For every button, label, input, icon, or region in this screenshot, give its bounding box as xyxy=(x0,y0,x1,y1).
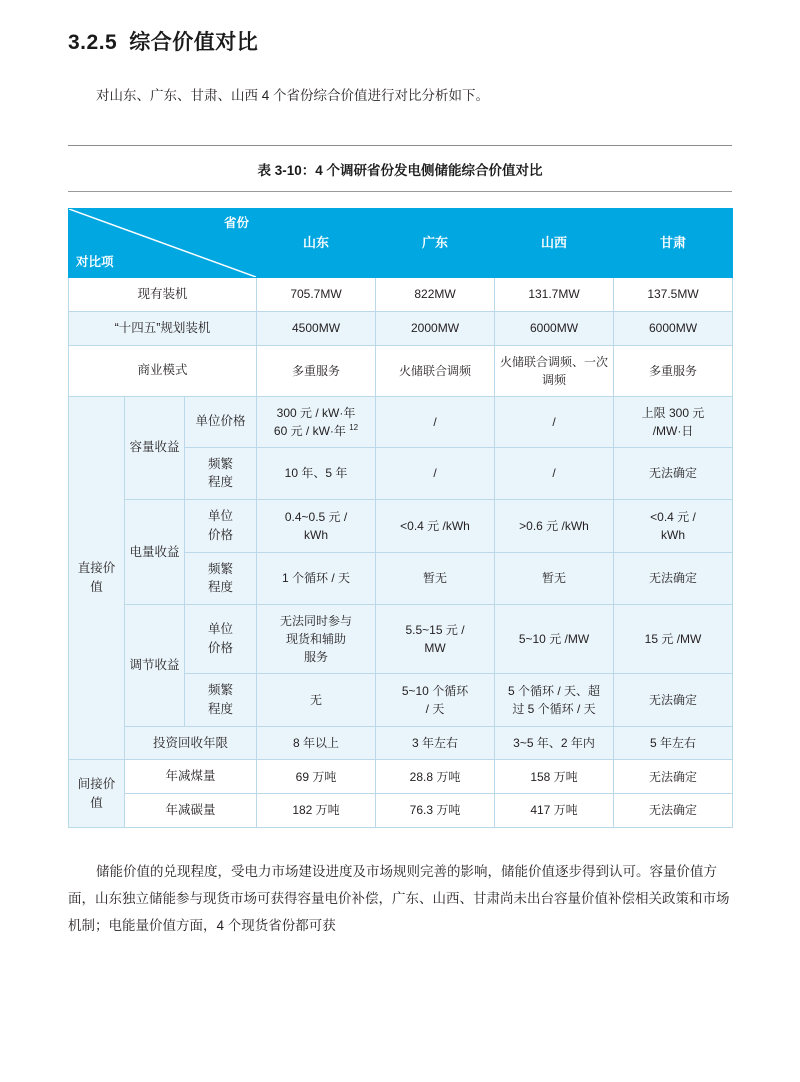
column-header-shanxi: 山西 xyxy=(495,209,614,278)
cell-model-shanxi: 火储联合调频、一次调频 xyxy=(495,345,614,396)
cell-coal-guangdong: 28.8 万吨 xyxy=(376,760,495,794)
page-title xyxy=(68,0,732,56)
intro-paragraph: 对山东、广东、甘肃、山西 4 个省份综合价值进行对比分析如下。 xyxy=(96,88,490,103)
cell-carbon-shandong: 182 万吨 xyxy=(257,794,376,828)
table-header-row xyxy=(69,209,733,278)
group-label-indirect-value: 间接价值 xyxy=(69,760,125,828)
cell-regulation-freq-guangdong: 5~10 个循环 / 天 xyxy=(376,674,495,727)
column-header-guangdong: 广东 xyxy=(376,209,495,278)
row-label-payback-period: 投资回收年限 xyxy=(125,726,257,760)
corner-label-province: 省份 xyxy=(224,216,250,230)
cell-regulation-freq-shandong: 无 xyxy=(257,674,376,727)
table-row xyxy=(69,311,733,345)
table-row xyxy=(69,794,733,828)
cell-planned-shanxi: 6000MW xyxy=(495,311,614,345)
cell-capacity-price-shanxi: / xyxy=(495,396,614,447)
cell-energy-freq-shanxi: 暂无 xyxy=(495,552,614,605)
metric-label-unit-price-energy: 单位 价格 xyxy=(185,500,257,553)
cell-existing-shandong: 705.7MW xyxy=(257,278,376,312)
metric-label-frequency-energy: 频繁 程度 xyxy=(185,552,257,605)
row-label-carbon-reduction: 年减碳量 xyxy=(125,794,257,828)
table-block xyxy=(68,145,732,828)
cell-energy-price-guangdong: <0.4 元 /kWh xyxy=(376,500,495,553)
subgroup-label-capacity-revenue: 容量收益 xyxy=(125,396,185,500)
cell-capacity-freq-shanxi: / xyxy=(495,447,614,500)
closing-paragraph: 储能价值的兑现程度，受电力市场建设进度及市场规则完善的影响，储能价值逐步得到认可。容量价值方面，山东独立储能参与现货市场可获得容量电价补偿，广东、山西、甘肃尚未出台容量价值补偿相关政策和市场机制；电能量价值方面，4 个现货省份都可获 xyxy=(68,863,730,933)
metric-label-unit-price-regulation: 单位 价格 xyxy=(185,605,257,674)
cell-capacity-price-shandong: 300 元 / kW·年 60 元 / kW·年 $^{12}$ xyxy=(257,396,376,447)
cell-payback-shanxi: 3~5 年、2 年内 xyxy=(495,726,614,760)
row-label-existing-capacity: 现有装机 xyxy=(69,278,257,312)
cell-coal-gansu: 无法确定 xyxy=(614,760,733,794)
section-title-text: 综合价值对比 xyxy=(129,31,259,54)
cell-carbon-guangdong: 76.3 万吨 xyxy=(376,794,495,828)
cell-energy-price-shanxi: >0.6 元 /kWh xyxy=(495,500,614,553)
table-row xyxy=(69,760,733,794)
subgroup-label-energy-revenue: 电量收益 xyxy=(125,500,185,605)
table-row xyxy=(69,345,733,396)
cell-regulation-price-guangdong: 5.5~15 元 / MW xyxy=(376,605,495,674)
metric-label-frequency-regulation: 频繁 程度 xyxy=(185,674,257,727)
cell-capacity-price-guangdong: / xyxy=(376,396,495,447)
comparison-table xyxy=(68,208,733,828)
cell-existing-guangdong: 822MW xyxy=(376,278,495,312)
cell-coal-shanxi: 158 万吨 xyxy=(495,760,614,794)
caption-rule-bottom xyxy=(68,191,732,192)
cell-planned-guangdong: 2000MW xyxy=(376,311,495,345)
cell-capacity-freq-gansu: 无法确定 xyxy=(614,447,733,500)
table-row xyxy=(69,500,733,553)
cell-regulation-freq-shanxi: 5 个循环 / 天、超 过 5 个循环 / 天 xyxy=(495,674,614,727)
cell-model-shandong: 多重服务 xyxy=(257,345,376,396)
table-row xyxy=(69,396,733,447)
cell-energy-freq-gansu: 无法确定 xyxy=(614,552,733,605)
cell-energy-price-shandong: 0.4~0.5 元 / kWh xyxy=(257,500,376,553)
table-row xyxy=(69,278,733,312)
cell-planned-shandong: 4500MW xyxy=(257,311,376,345)
cell-capacity-price-gansu: 上限 300 元 /MW·日 xyxy=(614,396,733,447)
cell-energy-price-gansu: <0.4 元 / kWh xyxy=(614,500,733,553)
table-row xyxy=(69,605,733,674)
row-label-coal-reduction: 年减煤量 xyxy=(125,760,257,794)
column-header-gansu: 甘肃 xyxy=(614,209,733,278)
table-caption: 表 3-10：4 个调研省份发电侧储能综合价值对比 xyxy=(257,163,543,178)
cell-existing-shanxi: 131.7MW xyxy=(495,278,614,312)
cell-carbon-shanxi: 417 万吨 xyxy=(495,794,614,828)
group-label-direct-value: 直接价值 xyxy=(69,396,125,760)
cell-capacity-freq-shandong: 10 年、5 年 xyxy=(257,447,376,500)
row-label-planned-capacity: “十四五”规划装机 xyxy=(69,311,257,345)
cell-coal-shandong: 69 万吨 xyxy=(257,760,376,794)
corner-label-item: 对比项 xyxy=(76,255,114,270)
cell-regulation-freq-gansu: 无法确定 xyxy=(614,674,733,727)
cell-energy-freq-shandong: 1 个循环 / 天 xyxy=(257,552,376,605)
table-row xyxy=(69,726,733,760)
cell-regulation-price-shandong: 无法同时参与 现货和辅助 服务 xyxy=(257,605,376,674)
cell-payback-gansu: 5 年左右 xyxy=(614,726,733,760)
cell-carbon-gansu: 无法确定 xyxy=(614,794,733,828)
cell-model-gansu: 多重服务 xyxy=(614,345,733,396)
cell-payback-shandong: 8 年以上 xyxy=(257,726,376,760)
row-label-business-model: 商业模式 xyxy=(69,345,257,396)
cell-existing-gansu: 137.5MW xyxy=(614,278,733,312)
metric-label-frequency-capacity: 频繁 程度 xyxy=(185,447,257,500)
section-number: 3.2.5 xyxy=(68,31,118,54)
cell-capacity-freq-guangdong: / xyxy=(376,447,495,500)
cell-energy-freq-guangdong: 暂无 xyxy=(376,552,495,605)
cell-model-guangdong: 火储联合调频 xyxy=(376,345,495,396)
header-corner-cell xyxy=(69,209,257,278)
metric-label-unit-price-capacity: 单位价格 xyxy=(185,396,257,447)
cell-planned-gansu: 6000MW xyxy=(614,311,733,345)
cell-regulation-price-shanxi: 5~10 元 /MW xyxy=(495,605,614,674)
subgroup-label-regulation-revenue: 调节收益 xyxy=(125,605,185,727)
column-header-shandong: 山东 xyxy=(257,209,376,278)
cell-payback-guangdong: 3 年左右 xyxy=(376,726,495,760)
cell-regulation-price-gansu: 15 元 /MW xyxy=(614,605,733,674)
